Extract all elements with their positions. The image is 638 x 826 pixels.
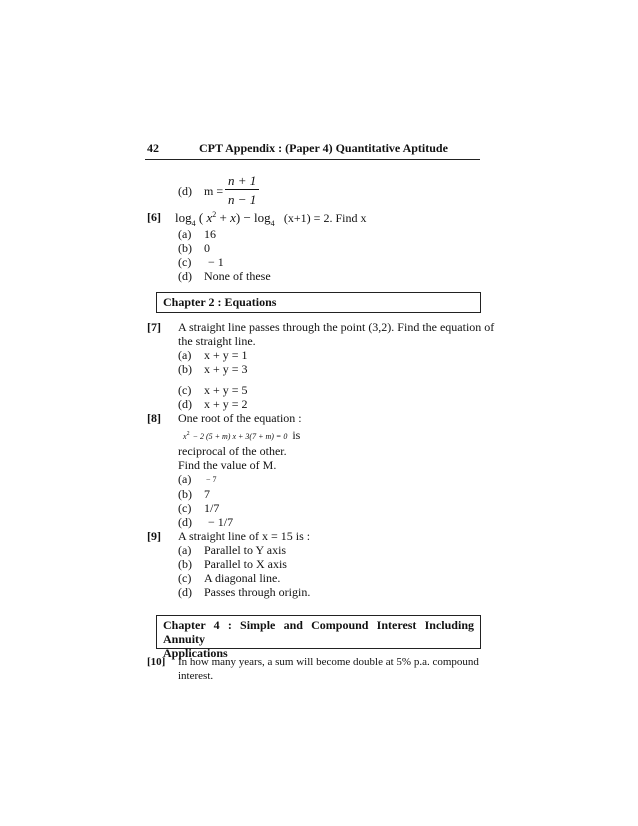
q10-line2: interest.	[178, 670, 214, 682]
q6-option-d-text: None of these	[204, 269, 271, 283]
q6-option-c-text: − 1	[208, 255, 224, 269]
q7-option-c-text: x + y = 5	[204, 383, 248, 397]
q6-option-b-text: 0	[204, 241, 210, 255]
q7-option-c-label: (c)	[178, 383, 192, 397]
q7-number: [7]	[147, 320, 161, 334]
q6-option-a-label: (a)	[178, 227, 192, 241]
q7-option-a-label: (a)	[178, 348, 192, 362]
q8-option-c-label: (c)	[178, 501, 192, 515]
q10-number: [10]	[147, 656, 166, 668]
q8-option-d-text: − 1/7	[208, 515, 234, 529]
q8-eq-exp: 2	[186, 431, 190, 437]
q8-option-d-label: (d)	[178, 515, 192, 529]
q8-eq-x: x	[183, 432, 187, 441]
q8-line3: reciprocal of the other.	[178, 444, 287, 458]
q9-option-a-text: Parallel to Y axis	[204, 543, 287, 557]
q9-option-b-text: Parallel to X axis	[204, 557, 287, 571]
q6-close: ) −	[235, 210, 251, 225]
chapter-2-title: Chapter 2 : Equations	[163, 295, 277, 309]
q9-option-d-label: (d)	[178, 585, 192, 599]
q9-line1: A straight line of x = 15 is :	[178, 529, 311, 543]
q6-base2: 4	[270, 219, 275, 228]
q9-number: [9]	[147, 529, 161, 543]
q9-option-a-label: (a)	[178, 543, 192, 557]
q6-option-c-label: (c)	[178, 255, 192, 269]
q5-fraction-denominator: n − 1	[228, 192, 257, 207]
q6-plus: +	[219, 210, 227, 225]
q8-line1: One root of the equation :	[178, 411, 302, 425]
q8-line4: Find the value of M.	[178, 458, 277, 472]
page-number: 42	[147, 141, 159, 155]
q9-option-c-label: (c)	[178, 571, 192, 585]
q8-option-b-text: 7	[204, 487, 210, 501]
q6-log2: log	[254, 210, 271, 225]
q5-option-d-label: (d)	[178, 184, 192, 198]
q6-rest: (x+1) = 2. Find x	[283, 211, 367, 225]
q8-number: [8]	[147, 411, 161, 425]
q7-option-d-label: (d)	[178, 397, 192, 411]
q7-option-d-text: x + y = 2	[204, 397, 248, 411]
q8-option-a-label: (a)	[178, 472, 192, 486]
q6-x2: x	[230, 210, 236, 225]
q6-open: (	[198, 210, 204, 225]
chapter-4-heading-box	[156, 615, 481, 660]
q7-option-b-text: x + y = 3	[204, 362, 248, 376]
q9-option-d-text: Passes through origin.	[204, 585, 311, 599]
q8-option-c-text: 1/7	[204, 501, 220, 515]
running-header-title: CPT Appendix : (Paper 4) Quantitative Aptitude	[199, 141, 448, 155]
q6-option-b-label: (b)	[178, 241, 192, 255]
q9-option-c-text: A diagonal line.	[204, 571, 281, 585]
q7-line1: A straight line passes through the point (3,2). Find the equation of	[178, 320, 495, 334]
q7-line2: the straight line.	[178, 334, 256, 348]
q7-option-b-label: (b)	[178, 362, 192, 376]
q6-equation	[175, 210, 366, 226]
q8-option-a-text: − 7	[206, 475, 217, 484]
q9-option-b-label: (b)	[178, 557, 192, 571]
q8-eq-rest: − 2 (5 + m) x + 3(7 + m) = 0	[192, 432, 288, 441]
q6-exp: 2	[212, 210, 217, 219]
chapter-2-heading-box	[156, 292, 481, 313]
q5-fraction-numerator: n + 1	[228, 173, 257, 188]
q6-base1: 4	[191, 219, 196, 228]
q10-line1: In how many years, a sum will become double at 5% p.a. compound	[178, 656, 479, 668]
header-rule	[145, 159, 480, 160]
chapter-4-title-line2: Applications	[163, 646, 228, 660]
q8-eq-is: is	[292, 428, 301, 442]
chapter-4-title-line1: Chapter 4 : Simple and Compound Interest Including Annuity	[163, 618, 474, 646]
q5-fraction-bar	[225, 189, 259, 190]
q8-option-b-label: (b)	[178, 487, 192, 501]
q5-option-d-lhs: m =	[204, 184, 224, 198]
q6-x1: x	[206, 210, 213, 225]
q6-log1: log	[175, 210, 192, 225]
q6-option-a-text: 16	[204, 227, 216, 241]
q8-equation	[183, 428, 300, 443]
q7-option-a-text: x + y = 1	[204, 348, 248, 362]
q6-number: [6]	[147, 210, 161, 224]
q6-option-d-label: (d)	[178, 269, 192, 283]
